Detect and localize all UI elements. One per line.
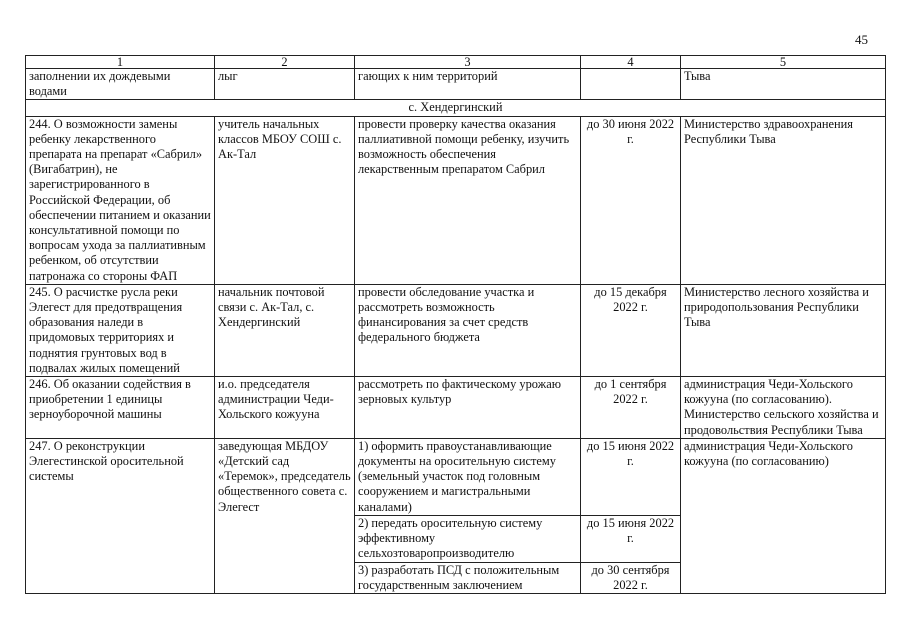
table-row	[26, 377, 886, 439]
table-row	[26, 438, 886, 515]
page-number: 45	[855, 32, 868, 47]
initiator-cell: и.о. председателя администрации Чеди-Хольского кожууна	[215, 377, 355, 439]
column-number: 4	[581, 56, 681, 69]
measure-cell: 2) передать оросительную систему эффективному сельхозтоваропроизводителю	[355, 515, 581, 562]
deadline-cell: до 15 июня 2022 г.	[581, 515, 681, 562]
section-row	[26, 100, 886, 116]
deadline-cell: до 30 июня 2022 г.	[581, 116, 681, 284]
deadline-cell: до 1 сентября 2022 г.	[581, 377, 681, 439]
issue-cell: 247. О реконструкции Элегестинской оросительной системы	[26, 438, 215, 593]
issue-cell: 246. Об оказании содействия в приобретении 1 единицы зерноуборочной машины	[26, 377, 215, 439]
responsible-cell: Тыва	[681, 69, 886, 100]
table-row	[26, 116, 886, 284]
initiator-cell: заведующая МБДОУ «Детский сад «Теремок», председатель общественного совета с. Элегест	[215, 438, 355, 593]
responsible-cell: администрация Чеди-Хольского кожууна (по согласованию)	[681, 438, 886, 593]
measure-cell: провести обследование участка и рассмотреть возможность финансирования за счет средств федерального бюджета	[355, 284, 581, 376]
deadline-cell: до 30 сентября 2022 г.	[581, 562, 681, 593]
initiator-cell: лыг	[215, 69, 355, 100]
measure-cell: рассмотреть по фактическому урожаю зерновых культур	[355, 377, 581, 439]
measure-cell: провести проверку качества оказания паллиативной помощи ребенку, изучить возможность обеспечения лекарственным препаратом Сабрил	[355, 116, 581, 284]
column-number: 1	[26, 56, 215, 69]
table-row	[26, 284, 886, 376]
column-number: 3	[355, 56, 581, 69]
measure-cell: 3) разработать ПСД с положительным государственным заключением	[355, 562, 581, 593]
deadline-cell: до 15 июня 2022 г.	[581, 438, 681, 515]
issue-cell: 244. О возможности замены ребенку лекарственного препарата на препарат «Сабрил» (Вигабатрин), не зарегистрированного в Российской Федерации, об обеспечении питанием и оказании консультативной помощи по вопросам ухода за паллиативным ребенком, об отсутствии патронажа со стороны ФАП	[26, 116, 215, 284]
column-number-row	[26, 56, 886, 69]
column-number: 2	[215, 56, 355, 69]
measures-table	[25, 55, 886, 594]
responsible-cell: Министерство лесного хозяйства и природопользования Республики Тыва	[681, 284, 886, 376]
initiator-cell: начальник почтовой связи с. Ак-Тал, с. Хендергинский	[215, 284, 355, 376]
deadline-cell	[581, 69, 681, 100]
measure-cell: 1) оформить правоустанавливающие документы на оросительную систему (земельный участок под головным сооружением и магистральными каналами)	[355, 438, 581, 515]
continuation-row	[26, 69, 886, 100]
responsible-cell: администрация Чеди-Хольского кожууна (по согласованию). Министерство сельского хозяйства и продовольствия Республики Тыва	[681, 377, 886, 439]
issue-cell: заполнении их дождевыми водами	[26, 69, 215, 100]
measure-cell: гающих к ним территорий	[355, 69, 581, 100]
issue-cell: 245. О расчистке русла реки Элегест для предотвращения образования наледи в придомовых территориях и поднятия грунтовых вод в подвалах жилых помещений	[26, 284, 215, 376]
deadline-cell: до 15 декабря 2022 г.	[581, 284, 681, 376]
column-number: 5	[681, 56, 886, 69]
responsible-cell: Министерство здравоохранения Республики Тыва	[681, 116, 886, 284]
initiator-cell: учитель начальных классов МБОУ СОШ с. Ак-Тал	[215, 116, 355, 284]
section-title: с. Хендергинский	[26, 100, 886, 116]
